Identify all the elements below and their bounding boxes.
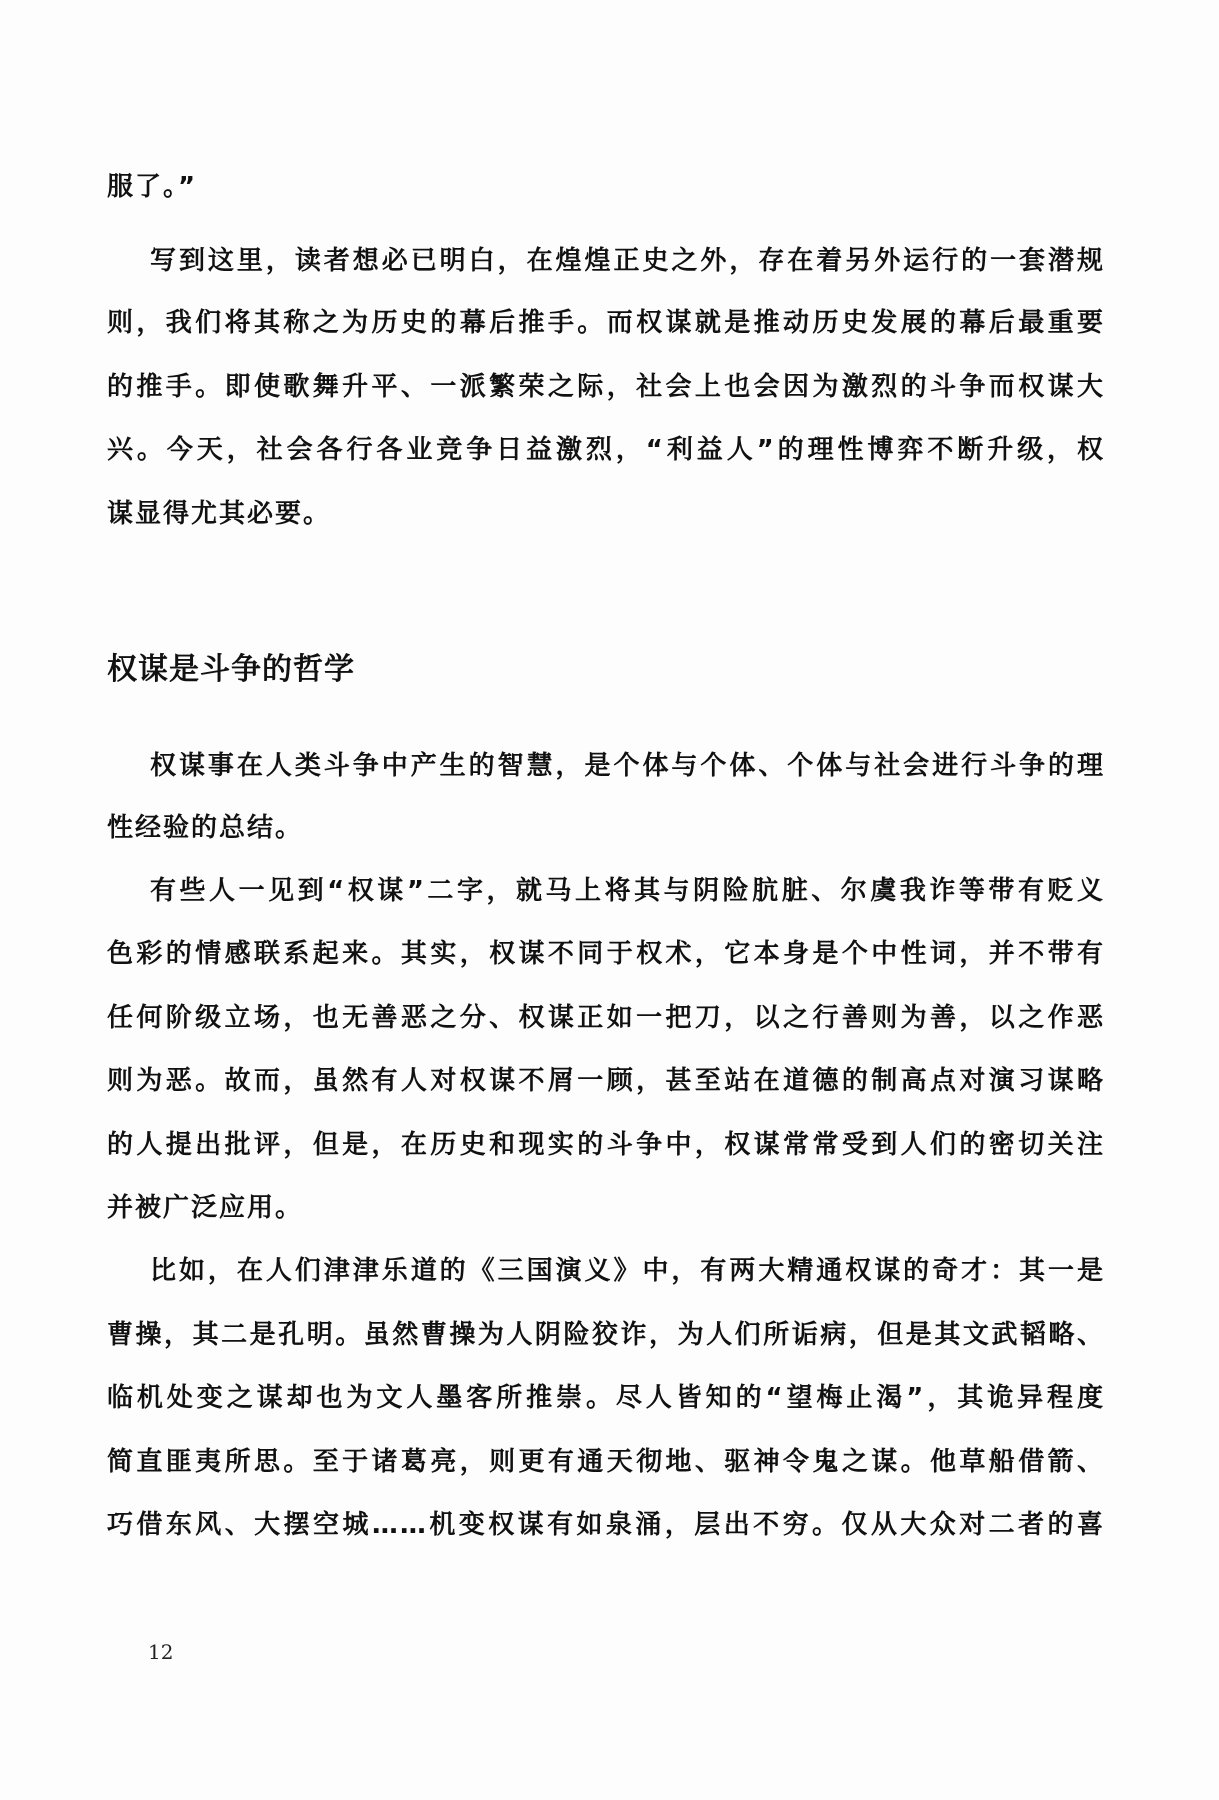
paragraph-5-line-3: 临机处变之谋却也为文人墨客所推崇。尽人皆知的“望梅止渴”，其诡异程度 [107, 1383, 1105, 1413]
paragraph-5-line-4: 简直匪夷所思。至于诸葛亮，则更有通天彻地、驱神令鬼之谋。他草船借箭、 [107, 1447, 1105, 1477]
paragraph-4-line-6: 并被广泛应用。 [107, 1193, 304, 1223]
paragraph-2-line-5: 谋显得尤其必要。 [107, 499, 332, 529]
paragraph-2-line-3: 的推手。即使歌舞升平、一派繁荣之际，社会上也会因为激烈的斗争而权谋大 [107, 372, 1105, 402]
section-heading: 权谋是斗争的哲学 [107, 652, 355, 687]
paragraph-4-line-4: 则为恶。故而，虽然有人对权谋不屑一顾，甚至站在道德的制高点对演习谋略 [107, 1066, 1105, 1096]
paragraph-2-line-1: 写到这里，读者想必已明白，在煌煌正史之外，存在着另外运行的一套潜规 [150, 246, 1105, 276]
page-number: 12 [148, 1640, 174, 1664]
paragraph-3-line-2: 性经验的总结。 [107, 813, 304, 843]
paragraph-5-line-2: 曹操，其二是孔明。虽然曹操为人阴险狡诈，为人们所诟病，但是其文武韬略、 [107, 1320, 1105, 1350]
paragraph-5-line-5: 巧借东风、大摆空城……机变权谋有如泉涌，层出不穷。仅从大众对二者的喜 [107, 1510, 1105, 1540]
paragraph-2-line-2: 则，我们将其称之为历史的幕后推手。而权谋就是推动历史发展的幕后最重要 [107, 308, 1105, 338]
paragraph-2-line-4: 兴。今天，社会各行各业竞争日益激烈，“利益人”的理性博弈不断升级，权 [107, 435, 1105, 465]
paragraph-4-line-2: 色彩的情感联系起来。其实，权谋不同于权术，它本身是个中性词，并不带有 [107, 939, 1105, 969]
paragraph-3-line-1: 权谋事在人类斗争中产生的智慧，是个体与个体、个体与社会进行斗争的理 [150, 751, 1105, 781]
paragraph-4-line-3: 任何阶级立场，也无善恶之分、权谋正如一把刀，以之行善则为善，以之作恶 [107, 1003, 1105, 1033]
paragraph-4-line-1: 有些人一见到“权谋”二字，就马上将其与阴险肮脏、尔虞我诈等带有贬义 [150, 876, 1105, 906]
paragraph-1-line-1: 服了。” [107, 172, 198, 202]
paragraph-4-line-5: 的人提出批评，但是，在历史和现实的斗争中，权谋常常受到人们的密切关注 [107, 1130, 1105, 1160]
paragraph-5-line-1: 比如，在人们津津乐道的《三国演义》中，有两大精通权谋的奇才：其一是 [150, 1256, 1105, 1286]
